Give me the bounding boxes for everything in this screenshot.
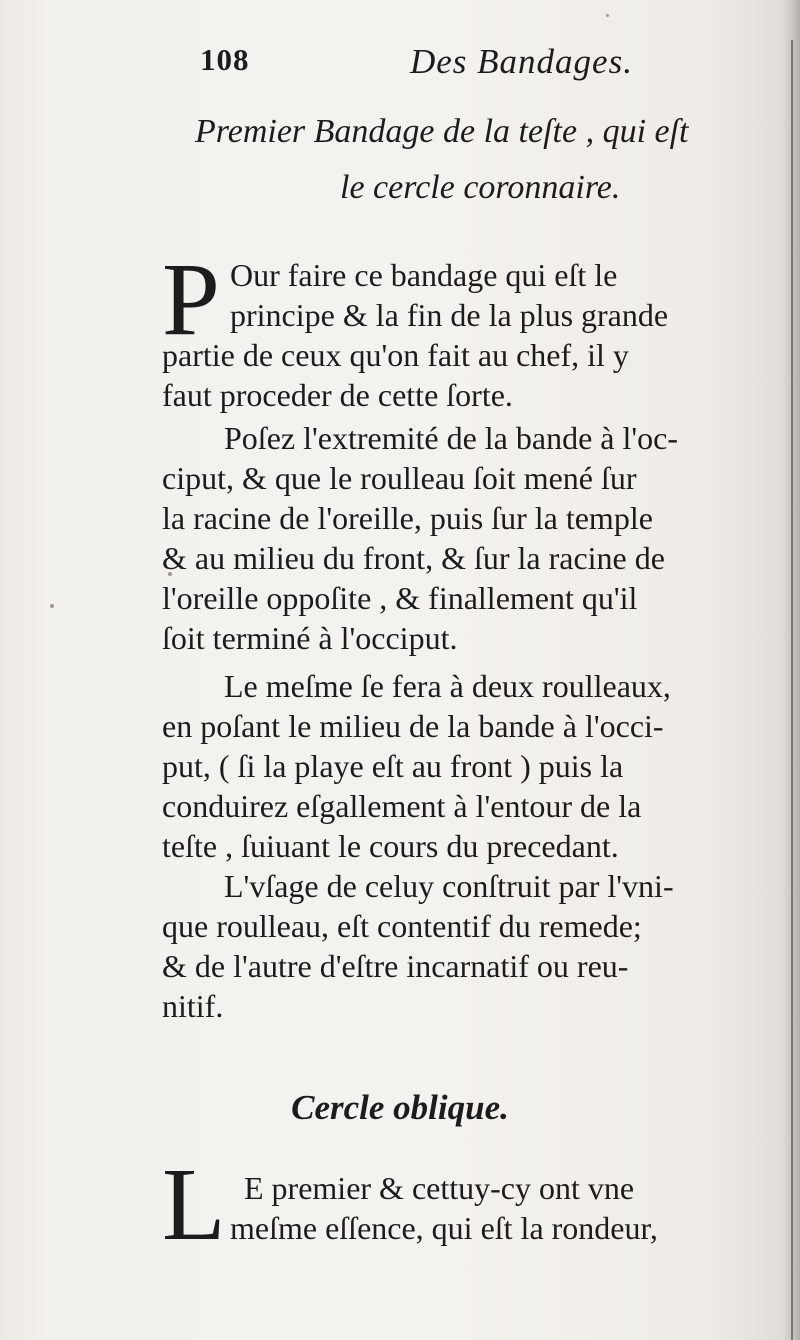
text-line: L'vſage de celuy conſtruit par l'vni-: [224, 868, 674, 904]
text-line: ciput, & que le roulleau ſoit mené ſur: [162, 460, 637, 496]
text-line: put, ( ſi la playe eſt au front ) puis la: [162, 748, 624, 784]
text-line: conduirez eſgallement à l'entour de la: [162, 788, 642, 824]
running-header: [0, 38, 800, 88]
paragraph-2: [162, 418, 782, 658]
text-line: partie de ceux qu'on fait au chef, il y: [162, 337, 629, 373]
text-line: nitif.: [162, 988, 224, 1024]
running-title: Des Bandages.: [410, 42, 633, 81]
text-line: que roulleau, eſt contentif du remede;: [162, 908, 642, 944]
text-line: principe & la fin de la plus grande: [230, 297, 669, 333]
text-line: Le meſme ſe fera à deux roulleaux,: [224, 668, 671, 704]
section-title: [195, 104, 775, 216]
paper-speck: [50, 604, 54, 608]
paragraph-4: [162, 866, 782, 1026]
paragraph-3: [162, 666, 782, 866]
title-line: Premier Bandage de la teſte , qui eſt: [195, 113, 689, 150]
text-line: teſte , ſuiuant le cours du precedant.: [162, 828, 619, 864]
text-line: E premier & cettuy-cy ont vne: [244, 1170, 635, 1206]
text-line: & au milieu du front, & ſur la racine de: [162, 540, 665, 576]
paper-speck: [606, 14, 609, 17]
text-line: Our faire ce bandage qui eſt le: [230, 257, 618, 293]
drop-cap: P: [162, 242, 220, 357]
drop-cap: L: [162, 1147, 226, 1262]
text-line: faut proceder de cette ſorte.: [162, 377, 513, 413]
paragraph-5: [162, 1147, 782, 1262]
text-line: en poſant le milieu de la bande à l'occi-: [162, 708, 664, 744]
title-line: le cercle coronnaire.: [340, 169, 621, 206]
text-line: la racine de l'oreille, puis ſur la temple: [162, 500, 653, 536]
text-line: & de l'autre d'eſtre incarnatif ou reu-: [162, 948, 629, 984]
page-number: 108: [200, 42, 250, 77]
text-line: l'oreille oppoſite , & finallement qu'il: [162, 580, 638, 616]
text-line: meſme eſſence, qui eſt la rondeur,: [230, 1210, 658, 1246]
section-title-cercle-oblique: Cercle oblique.: [291, 1088, 509, 1127]
text-line: Poſez l'extremité de la bande à l'oc-: [224, 420, 678, 456]
text-line: ſoit terminé à l'occiput.: [162, 620, 458, 656]
page-edge-line: [791, 40, 793, 1340]
paragraph-1: [162, 242, 782, 415]
